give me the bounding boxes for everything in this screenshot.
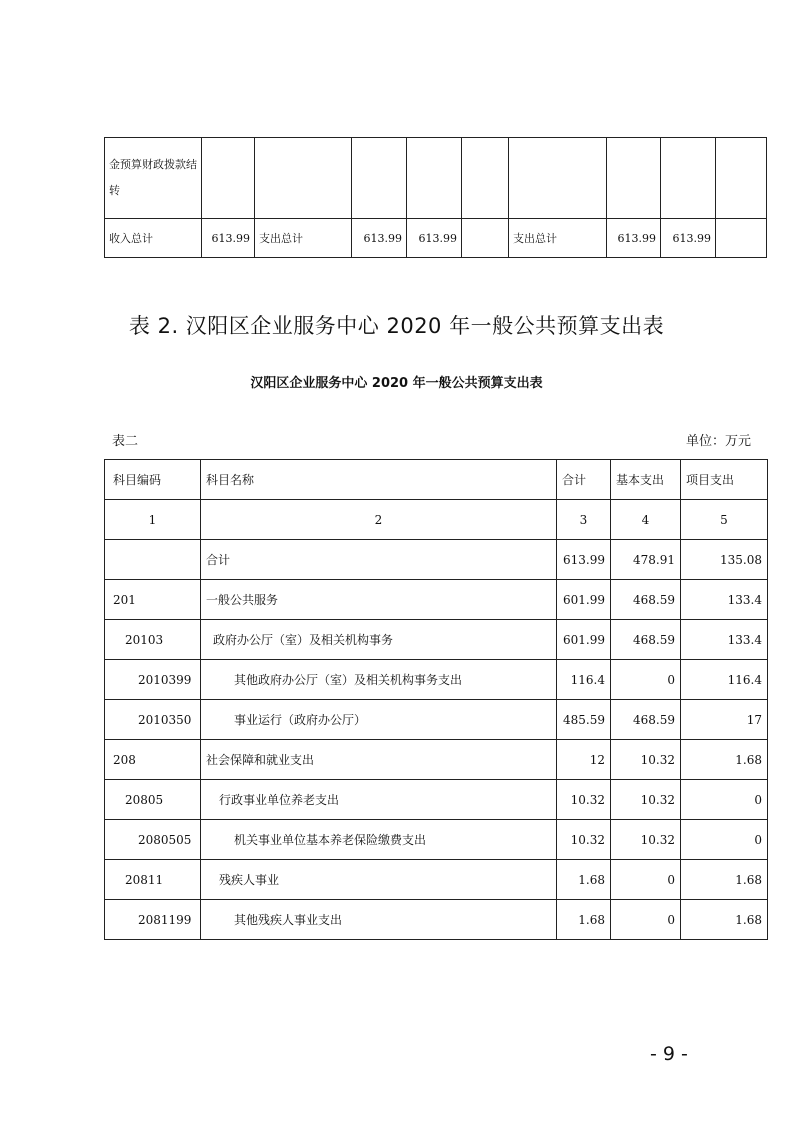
subject-code: 208 — [105, 740, 201, 780]
subject-code: 2010399 — [105, 660, 201, 700]
table-row — [105, 660, 768, 700]
subject-name: 行政事业单位养老支出 — [201, 780, 557, 820]
column-index: 3 — [557, 500, 611, 540]
column-header: 科目编码 — [105, 460, 201, 500]
basic-amount: 468.59 — [611, 620, 681, 660]
continued-item-label: 金预算财政拨款结转 — [105, 138, 202, 219]
table-row — [105, 219, 767, 258]
basic-amount: 10.32 — [611, 740, 681, 780]
project-amount: 1.68 — [681, 740, 768, 780]
unit-label: 单位：万元 — [685, 434, 751, 449]
subject-name: 其他残疾人事业支出 — [201, 900, 557, 940]
basic-amount: 468.59 — [611, 580, 681, 620]
table-row — [105, 540, 768, 580]
subject-code: 2010350 — [105, 700, 201, 740]
column-header: 科目名称 — [201, 460, 557, 500]
table-row — [105, 580, 768, 620]
subject-name: 一般公共服务 — [201, 580, 557, 620]
expense-total-value: 613.99 — [607, 219, 661, 258]
subject-name: 残疾人事业 — [201, 860, 557, 900]
total-amount: 485.59 — [557, 700, 611, 740]
expense-total-label: 支出总计 — [509, 219, 607, 258]
expense-total-value: 613.99 — [661, 219, 716, 258]
budget-expenditure-table — [104, 459, 768, 940]
total-amount: 10.32 — [557, 780, 611, 820]
income-total-value: 613.99 — [202, 219, 255, 258]
project-amount: 1.68 — [681, 900, 768, 940]
basic-amount: 10.32 — [611, 780, 681, 820]
subject-code: 2081199 — [105, 900, 201, 940]
subject-code: 20103 — [105, 620, 201, 660]
basic-amount: 0 — [611, 900, 681, 940]
header-row — [105, 460, 768, 500]
total-amount: 1.68 — [557, 860, 611, 900]
subject-name: 机关事业单位基本养老保险缴费支出 — [201, 820, 557, 860]
subject-name: 其他政府办公厅（室）及相关机构事务支出 — [201, 660, 557, 700]
page-number: - 9 - — [650, 1043, 688, 1065]
income-expense-summary-table — [104, 137, 767, 258]
column-header: 基本支出 — [611, 460, 681, 500]
total-amount: 12 — [557, 740, 611, 780]
subject-name: 社会保障和就业支出 — [201, 740, 557, 780]
subject-code — [105, 540, 201, 580]
subject-name: 事业运行（政府办公厅） — [201, 700, 557, 740]
expense-total-label: 支出总计 — [255, 219, 352, 258]
basic-amount: 10.32 — [611, 820, 681, 860]
column-index: 5 — [681, 500, 768, 540]
basic-amount: 0 — [611, 860, 681, 900]
expense-total-value: 613.99 — [407, 219, 462, 258]
subject-code: 2080505 — [105, 820, 201, 860]
column-index: 4 — [611, 500, 681, 540]
table-row — [105, 740, 768, 780]
table-number: 表二 — [112, 434, 139, 449]
total-amount: 601.99 — [557, 620, 611, 660]
income-total-label: 收入总计 — [105, 219, 202, 258]
subject-name: 政府办公厅（室）及相关机构事务 — [201, 620, 557, 660]
table-row — [105, 860, 768, 900]
total-amount: 1.68 — [557, 900, 611, 940]
table-row — [105, 138, 767, 219]
table-title: 汉阳区企业服务中心 2020 年一般公共预算支出表 — [250, 376, 543, 391]
total-amount: 601.99 — [557, 580, 611, 620]
column-header: 合计 — [557, 460, 611, 500]
project-amount: 0 — [681, 820, 768, 860]
subject-name: 合计 — [201, 540, 557, 580]
project-amount: 1.68 — [681, 860, 768, 900]
project-amount: 135.08 — [681, 540, 768, 580]
section-title: 表 2. 汉阳区企业服务中心 2020 年一般公共预算支出表 — [128, 314, 665, 338]
subject-code: 201 — [105, 580, 201, 620]
index-row — [105, 500, 768, 540]
project-amount: 116.4 — [681, 660, 768, 700]
total-amount: 116.4 — [557, 660, 611, 700]
table-row — [105, 620, 768, 660]
column-index: 1 — [105, 500, 201, 540]
project-amount: 17 — [681, 700, 768, 740]
total-amount: 613.99 — [557, 540, 611, 580]
basic-amount: 478.91 — [611, 540, 681, 580]
table-row — [105, 700, 768, 740]
project-amount: 0 — [681, 780, 768, 820]
column-header: 项目支出 — [681, 460, 768, 500]
total-amount: 10.32 — [557, 820, 611, 860]
table-row — [105, 780, 768, 820]
subject-code: 20805 — [105, 780, 201, 820]
expense-total-value: 613.99 — [352, 219, 407, 258]
table-row — [105, 820, 768, 860]
column-index: 2 — [201, 500, 557, 540]
basic-amount: 468.59 — [611, 700, 681, 740]
project-amount: 133.4 — [681, 620, 768, 660]
subject-code: 20811 — [105, 860, 201, 900]
table-row — [105, 900, 768, 940]
project-amount: 133.4 — [681, 580, 768, 620]
basic-amount: 0 — [611, 660, 681, 700]
